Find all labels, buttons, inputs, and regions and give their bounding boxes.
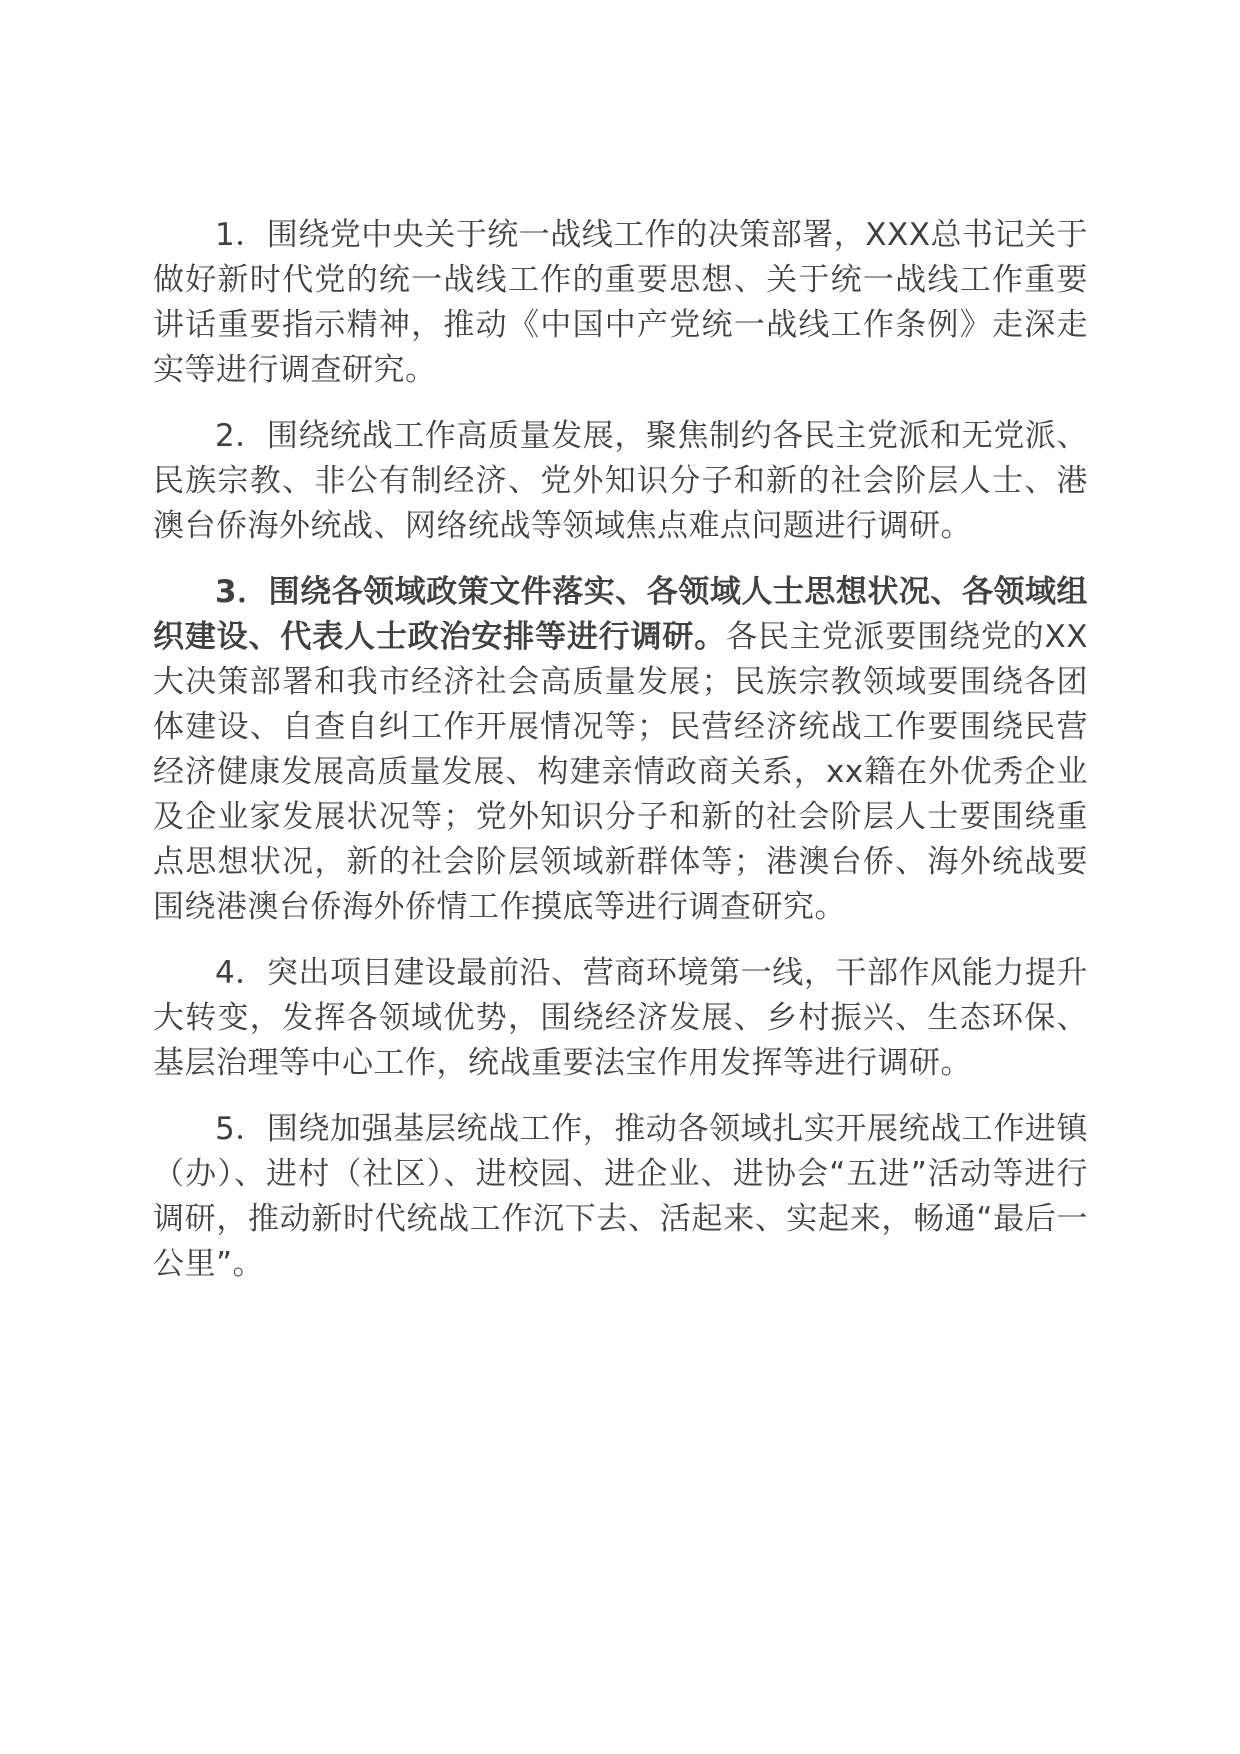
paragraph-5-text: 5．围绕加强基层统战工作，推动各领域扎实开展统战工作进镇（办）、进村（社区）、进校园、进企业、进协会“五进”活动等进行调研，推动新时代统战工作沉下去、活起来、实起来，畅通“最后一公里”。 bbox=[153, 1111, 1088, 1282]
paragraph-1-text: 1．围绕党中央关于统一战线工作的决策部署，XXX总书记关于做好新时代党的统一战线工作的重要思想、关于统一战线工作重要讲话重要指示精神，推动《中国中产党统一战线工作条例》走深走实等进行调查研究。 bbox=[153, 217, 1088, 388]
paragraph-5 bbox=[153, 1107, 1088, 1287]
paragraph-3-lead: 3．围绕各领域政策文件落实、各领域人士思想状况、各领域组织建设、代表人士政治安排等进行调研。 bbox=[153, 574, 1088, 655]
paragraph-3 bbox=[153, 570, 1088, 930]
document-page bbox=[153, 213, 1088, 1308]
paragraph-1 bbox=[153, 213, 1088, 393]
paragraph-2 bbox=[153, 414, 1088, 549]
paragraph-2-text: 2．围绕统战工作高质量发展，聚焦制约各民主党派和无党派、民族宗教、非公有制经济、党外知识分子和新的社会阶层人士、港澳台侨海外统战、网络统战等领域焦点难点问题进行调研。 bbox=[153, 418, 1088, 544]
paragraph-3-text: 各民主党派要围绕党的XX大决策部署和我市经济社会高质量发展；民族宗教领域要围绕各团体建设、自查自纠工作开展情况等；民营经济统战工作要围绕民营经济健康发展高质量发展、构建亲情政商关系，xx籍在外优秀企业及企业家发展状况等；党外知识分子和新的社会阶层人士要围绕重点思想状况，新的社会阶层领域新群体等；港澳台侨、海外统战要围绕港澳台侨海外侨情工作摸底等进行调查研究。 bbox=[153, 619, 1088, 925]
paragraph-4-text: 4．突出项目建设最前沿、营商环境第一线，干部作风能力提升大转变，发挥各领域优势，围绕经济发展、乡村振兴、生态环保、基层治理等中心工作，统战重要法宝作用发挥等进行调研。 bbox=[153, 955, 1088, 1081]
paragraph-4 bbox=[153, 951, 1088, 1086]
